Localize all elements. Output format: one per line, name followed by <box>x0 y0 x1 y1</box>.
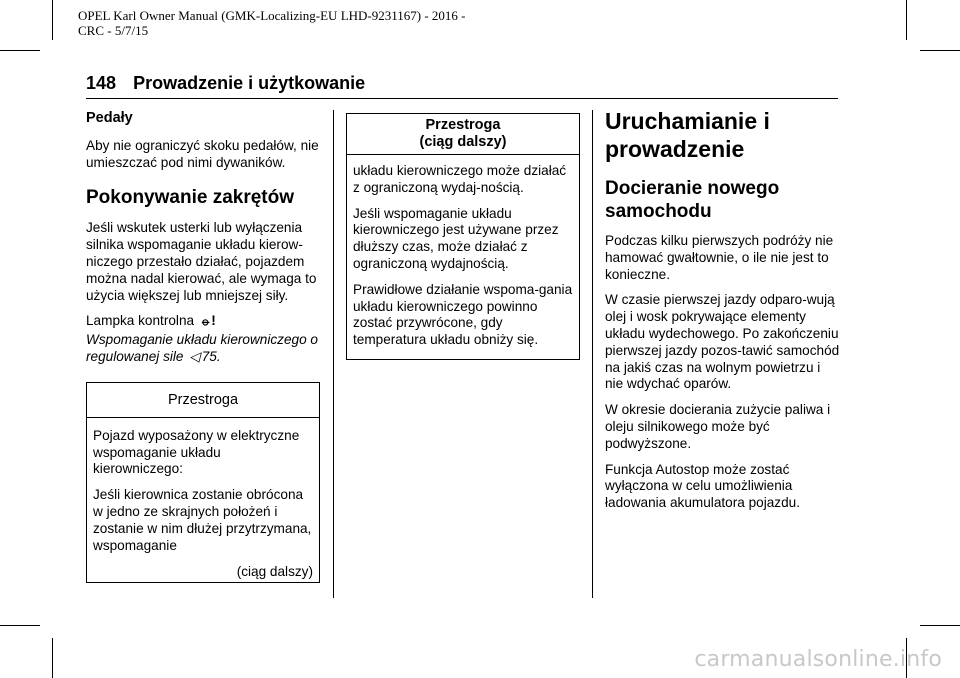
steering-warning-icon: ⦵! <box>199 313 216 329</box>
crop-mark <box>0 50 40 51</box>
crop-mark <box>0 625 40 626</box>
warning-paragraph: układu kierowniczego może działać z ograniczoną wydaj-nością. <box>353 163 567 195</box>
watermark-text: carmanualsonline.info <box>694 647 942 672</box>
chapter-title: Prowadzenie i użytkowanie <box>133 73 366 93</box>
print-metadata-line2: CRC - 5/7/15 <box>78 23 149 38</box>
column-divider <box>333 110 334 598</box>
warning-paragraph: Pojazd wyposażony w elektryczne wspomaganie układu kierowniczego: <box>93 427 300 477</box>
cornering-text: Jeśli wskutek usterki lub wyłączenia silnika wspomaganie układu kierow-niczego przestało działać, pojazdem można nadal kierować, ale wymaga to użycia większej lub mniejszej siły. <box>86 220 317 303</box>
break-in-heading: Docieranie nowego samochodu <box>605 178 780 222</box>
warning-body <box>347 155 579 359</box>
warning-title <box>347 114 579 155</box>
cornering-heading: Pokonywanie zakrętów <box>86 187 295 209</box>
warning-box <box>86 382 320 583</box>
warning-subtitle: (ciąg dalszy) <box>419 134 507 150</box>
lamp-reference: Wspomaganie układu kierowniczego o regulowanej sile ◁ 75. <box>86 332 318 364</box>
body-paragraph: Podczas kilku pierwszych podróży nie hamować gwałtownie, o ile nie jest to konieczne. <box>605 233 834 282</box>
column-1 <box>86 106 320 583</box>
body-paragraph: Funkcja Autostop może zostać wyłączona w celu umożliwienia ładowania akumulatora pojazdu. <box>605 461 800 511</box>
body-paragraph: W okresie docierania zużycie paliwa i oleju silnikowego może być podwyższone. <box>605 402 831 451</box>
pedals-text: Aby nie ograniczyć skoku pedałów, nie umieszczać pod nimi dywaników. <box>86 137 319 170</box>
continued-note: (ciąg dalszy) <box>236 564 313 580</box>
pedals-heading: Pedały <box>86 110 133 126</box>
page-number: 148 <box>86 73 117 93</box>
header-rule <box>86 98 838 99</box>
page-header <box>86 73 365 94</box>
crop-mark <box>52 638 53 678</box>
column-2 <box>346 106 580 360</box>
print-metadata <box>78 8 466 38</box>
warning-paragraph: Prawidłowe działanie wspoma-gania układu kierowniczego powinno zostać przywrócone, gdy temperatura układu obniży się. <box>353 281 573 348</box>
section-title: Uruchamianie i prowadzenie <box>605 108 770 162</box>
crop-mark <box>920 50 960 51</box>
crop-mark <box>52 0 53 40</box>
warning-body <box>87 418 319 565</box>
page-reference-icon: ◁ <box>189 348 200 364</box>
body-paragraph: W czasie pierwszej jazdy odparo-wują olej i wosk pokrywające elementy układu wydechowego. Po zakończeniu pierwszej jazdy pozos-tawić samochód na jakiś czas na wolnym powietrzu i nie wdychać oparów. <box>605 292 840 392</box>
warning-paragraph: Jeśli kierownica zostanie obrócona w jedno ze skrajnych położeń i zostanie w nim dłużej przytrzymana, wspomaganie <box>93 487 312 553</box>
print-metadata-line1: OPEL Karl Owner Manual (GMK-Localizing-EU LHD-9231167) - 2016 - <box>78 8 466 23</box>
warning-title-text: Przestroga <box>425 117 501 133</box>
warning-title: Przestroga <box>87 383 319 418</box>
warning-box-continued <box>346 113 580 360</box>
crop-mark <box>906 0 907 40</box>
lamp-reference-text: Wspomaganie układu kierowniczego o regulowanej sile <box>86 332 318 364</box>
lamp-reference-page[interactable]: 75 <box>201 348 217 364</box>
column-3 <box>605 106 840 521</box>
lamp-label: Lampka kontrolna <box>86 313 195 329</box>
column-divider <box>592 110 593 598</box>
warning-paragraph: Jeśli wspomaganie układu kierowniczego jest używane przez dłuższy czas, może działać z ograniczoną wydajnością. <box>353 205 559 271</box>
lamp-line <box>86 313 320 330</box>
crop-mark <box>920 625 960 626</box>
